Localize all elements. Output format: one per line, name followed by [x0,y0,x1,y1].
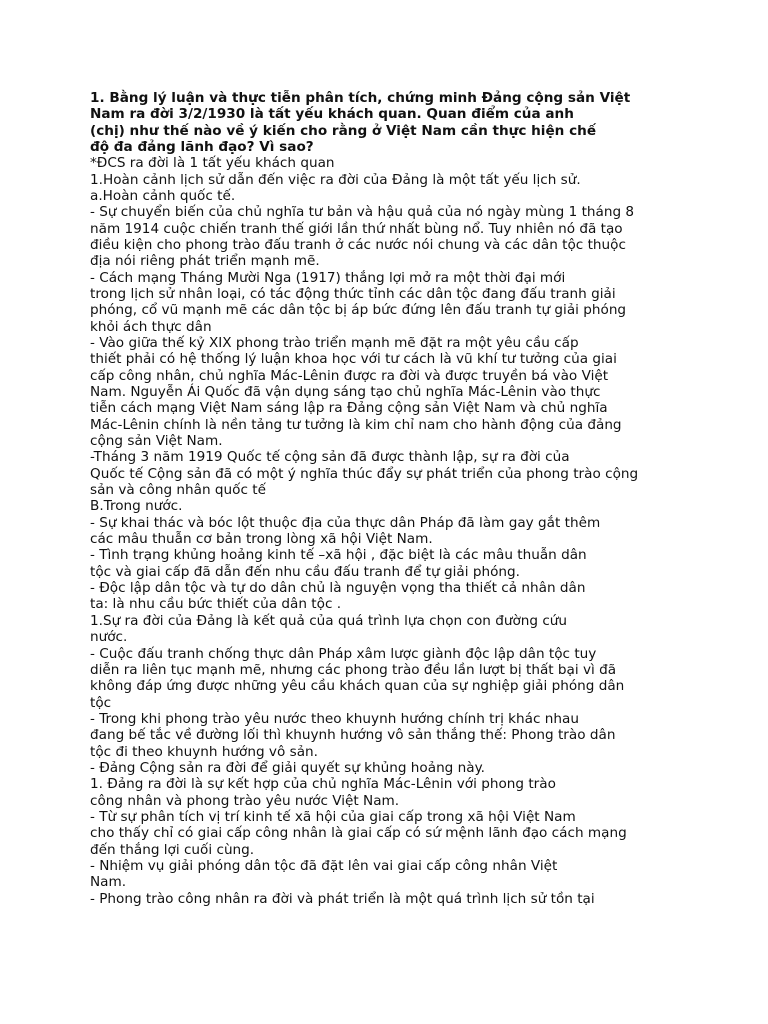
text-line: - Sự khai thác và bóc lột thuộc địa của thực dân Pháp đã làm gay gắt thêm [90,514,601,531]
document-page [90,90,690,907]
text-line: a.Hoàn cảnh quốc tế. [90,187,236,204]
text-line: đang bế tắc về đường lối thì khuynh hướng vô sản thắng thế: Phong trào dân [90,727,616,744]
text-line: - Cách mạng Tháng Mười Nga (1917) thắng lợi mở ra một thời đại mới [90,269,566,286]
text-line: trong lịch sử nhân loại, có tác động thức tỉnh các dân tộc đang đấu tranh giải [90,285,616,302]
text-line: B.Trong nước. [90,498,183,515]
text-line: địa nói riêng phát triển mạnh mẽ. [90,253,320,270]
answer-body [90,155,690,907]
text-line: không đáp ứng được những yêu cầu khách quan của sự nghiệp giải phóng dân [90,678,625,695]
text-line: sản và công nhân quốc tế [90,482,266,499]
text-line: phóng, cổ vũ mạnh mẽ các dân tộc bị áp bức đứng lên đấu tranh tự giải phóng [90,302,627,319]
text-line: *ĐCS ra đời là 1 tất yếu khách quan [90,155,335,172]
text-line: cấp công nhân, chủ nghĩa Mác-Lênin được ra đời và được truyền bá vào Việt [90,367,609,384]
text-line: 1.Sự ra đời của Đảng là kết quả của quá trình lựa chọn con đường cứu [90,612,568,629]
text-line: - Cuộc đấu tranh chống thực dân Pháp xâm lược giành độc lập dân tộc tuy [90,645,597,662]
text-line: Mác-Lênin chính là nền tảng tư tưởng là kim chỉ nam cho hành động của đảng [90,416,622,433]
text-line: diễn ra liên tục mạnh mẽ, nhưng các phong trào đều lần lượt bị thất bại vì đã [90,661,617,678]
text-line: Quốc tế Cộng sản đã có một ý nghĩa thúc đẩy sự phát triển của phong trào cộng [90,465,639,482]
heading-line: Nam ra đời 3/2/1930 là tất yếu khách quan. Quan điểm của anh [90,106,574,123]
text-line: điều kiện cho phong trào đấu tranh ở các nước nói chung và các dân tộc thuộc [90,236,626,253]
text-line: 1. Đảng ra đời là sự kết hợp của chủ nghĩa Mác-Lênin với phong trào [90,776,556,793]
heading-line: độ đa đảng lãnh đạo? Vì sao? [90,138,314,155]
heading-line: 1. Bằng lý luận và thực tiễn phân tích, chứng minh Đảng cộng sản Việt [90,90,631,106]
text-line: thiết phải có hệ thống lý luận khoa học với tư cách là vũ khí tư tưởng của giai [90,351,617,368]
text-line: - Vào giữa thế kỷ XIX phong trào triển mạnh mẽ đặt ra một yêu cầu cấp [90,334,579,351]
text-line: cho thấy chỉ có giai cấp công nhân là giai cấp có sứ mệnh lãnh đạo cách mạng [90,825,627,842]
text-line: - Đảng Cộng sản ra đời để giải quyết sự khủng hoảng này. [90,759,486,776]
text-line: Nam. [90,874,127,891]
text-line: Nam. Nguyễn Ái Quốc đã vận dụng sáng tạo chủ nghĩa Mác-Lênin vào thực [90,384,601,400]
text-line: - Tình trạng khủng hoảng kinh tế –xã hội , đặc biệt là các mâu thuẫn dân [90,547,587,564]
text-line: - Trong khi phong trào yêu nước theo khuynh hướng chính trị khác nhau [90,710,579,727]
text-line: các mâu thuẫn cơ bản trong lòng xã hội Việt Nam. [90,531,433,548]
text-line: năm 1914 cuộc chiến tranh thế giới lần thứ nhất bùng nổ. Tuy nhiên nó đã tạo [90,220,623,237]
text-line: công nhân và phong trào yêu nước Việt Nam. [90,792,400,809]
text-line: tộc đi theo khuynh hướng vô sản. [90,743,318,760]
text-line: - Từ sự phân tích vị trí kinh tế xã hội của giai cấp trong xã hội Việt Nam [90,808,576,825]
text-line: -Tháng 3 năm 1919 Quốc tế cộng sản đã được thành lập, sự ra đời của [90,449,570,466]
text-line: 1.Hoàn cảnh lịch sử dẫn đến việc ra đời của Đảng là một tất yếu lịch sử. [90,171,581,188]
text-line: ta: là nhu cầu bức thiết của dân tộc . [90,596,342,613]
text-line: nước. [90,629,128,646]
text-line: tộc [90,694,112,711]
text-line: đến thắng lợi cuối cùng. [90,841,255,858]
text-line: khỏi ách thực dân [90,318,212,335]
text-line: - Sự chuyển biến của chủ nghĩa tư bản và hậu quả của nó ngày mùng 1 tháng 8 [90,204,635,221]
heading-line: (chị) như thế nào về ý kiến cho rằng ở Việt Nam cần thực hiện chế [90,122,597,139]
text-line: - Phong trào công nhân ra đời và phát triển là một quá trình lịch sử tồn tại [90,890,595,907]
text-line: tiễn cách mạng Việt Nam sáng lập ra Đảng cộng sản Việt Nam và chủ nghĩa [90,400,608,417]
question-heading [90,90,690,155]
text-line: tộc và giai cấp đã dẫn đến nhu cầu đấu tranh để tự giải phóng. [90,563,520,580]
text-line: - Nhiệm vụ giải phóng dân tộc đã đặt lên vai giai cấp công nhân Việt [90,857,558,874]
text-line: cộng sản Việt Nam. [90,433,223,450]
text-line: - Độc lập dân tộc và tự do dân chủ là nguyện vọng tha thiết cả nhân dân [90,580,586,597]
